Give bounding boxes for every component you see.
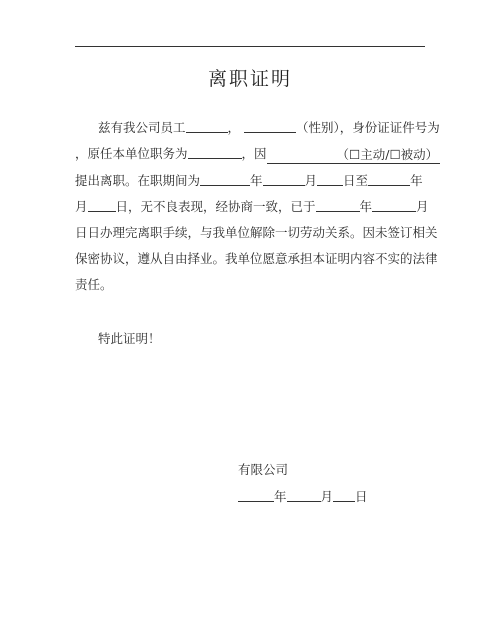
body-line-3 [75,173,430,189]
text: 年 [410,173,423,188]
text: ，因 [241,146,267,161]
body-line-4 [75,199,430,215]
reason-blank: （☐主动/☐被动） [267,147,441,164]
text: 年 [359,199,373,214]
sign-day-blank [333,489,355,502]
body-line-5: 日日办理完离职手续，与我单位解除一切劳动关系。因未签订相关 [75,225,438,240]
position-blank [188,146,242,159]
leave-year-blank [316,199,360,212]
leave-month-blank [372,199,416,212]
text: 年 [274,489,287,504]
company-name: 有限公司 [238,462,289,477]
text: 月 [304,173,318,188]
document-title: 离职证明 [207,68,292,90]
start-day-blank [317,173,343,186]
closing-statement: 特此证明！ [98,331,161,346]
sign-month-blank [287,489,321,502]
text: 月 [75,199,88,214]
gender-blank [244,120,296,133]
body-line-7: 责任。 [75,277,113,292]
text: 月 [416,199,429,214]
employee-name-blank [186,120,228,133]
text: ， [227,120,241,135]
sign-year-blank [238,489,274,502]
text: 月 [320,489,334,504]
start-month-blank [263,173,305,186]
text: ，原任本单位职务为 [75,146,188,161]
end-month-blank [88,199,116,212]
body-line-1 [75,120,440,136]
text: 年 [250,173,263,188]
end-year-blank [368,173,410,186]
signature-date [238,487,368,505]
text: 日，无不良表现，经协商一致，已于 [115,199,316,214]
text: 日至 [343,173,369,188]
text: （性别），身份证证件号为 [296,120,440,135]
top-rule [75,46,425,47]
text: 提出离职。在职期间为 [75,173,201,188]
text: 日 [355,489,368,504]
text: 兹有我公司员工 [98,120,186,135]
body-line-2 [75,146,439,164]
start-year-blank [200,173,250,186]
body-line-6: 保密协议，遵从自由择业。我单位愿意承担本证明内容不实的法律 [75,251,438,266]
